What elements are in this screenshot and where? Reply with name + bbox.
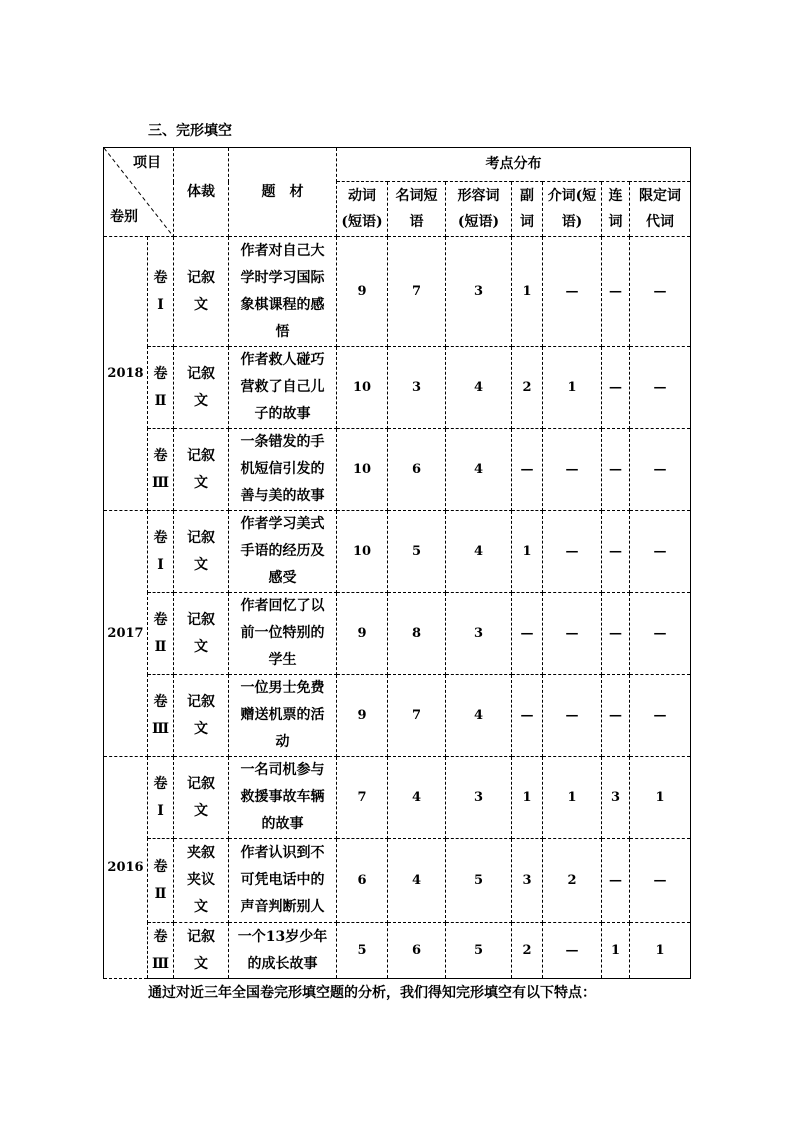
count-cell: 6 <box>337 839 388 923</box>
count-cell: 7 <box>388 675 446 757</box>
header-dist: 考点分布 <box>337 148 691 182</box>
genre-line: 文 <box>194 720 208 737</box>
genre-line: 文 <box>194 474 208 491</box>
volume-cell <box>148 593 174 675</box>
col-header-line: 限定词 <box>639 188 681 205</box>
topic-line: 声音判断别人 <box>240 899 325 915</box>
count-cell: 5 <box>446 923 512 979</box>
topic-line: 感受 <box>268 570 297 586</box>
count-cell: 10 <box>337 429 388 511</box>
count-cell: 7 <box>388 237 446 347</box>
footer-text: 通过对近三年全国卷完形填空题的分析，我们得知完形填空有以下特点： <box>148 985 596 1001</box>
count-cell: 6 <box>388 429 446 511</box>
volume-line: Ⅰ <box>157 296 164 313</box>
count-cell: 2 <box>543 839 602 923</box>
count-cell: 1 <box>543 347 602 429</box>
topic-line: 作者对自己大 <box>240 242 325 259</box>
volume-cell <box>148 675 174 757</box>
section-heading: 三、完形填空 <box>148 123 232 139</box>
topic-line: 前一位特别的 <box>240 625 325 641</box>
count-cell: — <box>543 593 602 675</box>
count-cell: — <box>602 237 630 347</box>
table-row <box>104 593 691 675</box>
count-cell: — <box>630 839 691 923</box>
volume-line: Ⅱ <box>154 885 167 902</box>
genre-line: 文 <box>194 296 208 313</box>
count-cell: 3 <box>446 237 512 347</box>
topic-line: 的成长故事 <box>247 955 318 972</box>
topic-line: 可凭电话中的 <box>240 872 325 888</box>
genre-line: 夹议 <box>187 872 215 888</box>
count-cell: — <box>602 429 630 511</box>
topic-cell <box>229 675 337 757</box>
count-cell: — <box>602 675 630 757</box>
volume-line: 卷 <box>153 611 168 628</box>
volume-line: Ⅲ <box>151 955 170 972</box>
year-cell: 2017 <box>104 511 148 757</box>
count-cell: 5 <box>446 839 512 923</box>
col-header <box>543 182 602 237</box>
col-header-line: 语 <box>409 214 424 231</box>
count-cell: 3 <box>512 839 543 923</box>
count-cell: — <box>630 593 691 675</box>
topic-line: 赠送机票的活 <box>240 707 325 723</box>
genre-line: 记叙 <box>187 269 215 286</box>
topic-cell <box>229 839 337 923</box>
count-cell: — <box>602 593 630 675</box>
col-header <box>630 182 691 237</box>
table-row <box>104 923 691 979</box>
count-cell: — <box>543 923 602 979</box>
count-cell: — <box>630 237 691 347</box>
volume-cell <box>148 237 174 347</box>
volume-cell <box>148 429 174 511</box>
topic-cell <box>229 923 337 979</box>
genre-line: 记叙 <box>187 447 215 464</box>
count-cell: — <box>630 347 691 429</box>
volume-line: 卷 <box>153 775 168 792</box>
header-corner <box>104 148 174 237</box>
volume-line: Ⅰ <box>157 802 164 819</box>
corner-top-label: 项目 <box>133 155 161 171</box>
year-cell: 2018 <box>104 237 148 511</box>
count-cell: 3 <box>446 593 512 675</box>
cloze-analysis-table <box>103 147 690 979</box>
topic-line: 机短信引发的 <box>240 461 325 477</box>
table-row <box>104 511 691 593</box>
genre-line: 文 <box>194 802 208 819</box>
col-header <box>602 182 630 237</box>
count-cell: 9 <box>337 675 388 757</box>
volume-line: 卷 <box>153 529 168 546</box>
col-header-line: 词 <box>608 214 623 231</box>
col-header-line: 名词短 <box>395 188 438 205</box>
count-cell: 1 <box>512 757 543 839</box>
topic-line: 象棋课程的感 <box>240 296 325 313</box>
col-header-line: 副 <box>520 188 534 205</box>
volume-line: 卷 <box>153 269 168 286</box>
genre-line: 记叙 <box>187 365 215 382</box>
count-cell: 1 <box>512 237 543 347</box>
count-cell: 4 <box>388 839 446 923</box>
genre-line: 夹叙 <box>187 845 215 861</box>
count-cell: 10 <box>337 511 388 593</box>
volume-line: 卷 <box>153 928 168 945</box>
genre-cell <box>174 347 229 429</box>
count-cell: 1 <box>512 511 543 593</box>
count-cell: 6 <box>388 923 446 979</box>
year-cell: 2016 <box>104 757 148 979</box>
genre-line: 记叙 <box>187 693 215 710</box>
genre-line: 文 <box>194 955 208 972</box>
genre-cell <box>174 511 229 593</box>
count-cell: — <box>630 429 691 511</box>
topic-cell <box>229 237 337 347</box>
volume-line: 卷 <box>153 365 168 382</box>
col-header-line: 动词 <box>348 188 376 205</box>
topic-line: 作者救人碰巧 <box>240 352 325 368</box>
genre-cell <box>174 675 229 757</box>
genre-line: 记叙 <box>187 928 215 945</box>
topic-line: 救援事故车辆 <box>240 789 325 805</box>
topic-line: 学时学习国际 <box>240 269 325 286</box>
volume-line: Ⅲ <box>151 720 170 737</box>
count-cell: 4 <box>446 511 512 593</box>
count-cell: — <box>602 347 630 429</box>
count-cell: 3 <box>446 757 512 839</box>
count-cell: 5 <box>337 923 388 979</box>
topic-cell <box>229 593 337 675</box>
topic-cell <box>229 347 337 429</box>
table-row <box>104 347 691 429</box>
genre-cell <box>174 923 229 979</box>
topic-line: 一名司机参与 <box>240 762 325 778</box>
count-cell: 1 <box>630 757 691 839</box>
count-cell: — <box>512 675 543 757</box>
table-row <box>104 757 691 839</box>
count-cell: 5 <box>388 511 446 593</box>
genre-line: 文 <box>194 638 208 655</box>
genre-cell <box>174 839 229 923</box>
col-header-line: 代词 <box>646 214 674 231</box>
count-cell: 3 <box>388 347 446 429</box>
col-header-line: 连 <box>608 188 623 205</box>
genre-cell <box>174 429 229 511</box>
topic-line: 作者回忆了以 <box>240 598 325 614</box>
volume-line: Ⅲ <box>151 474 170 491</box>
count-cell: 8 <box>388 593 446 675</box>
col-header-line: (短语) <box>457 214 500 231</box>
count-cell: — <box>602 511 630 593</box>
count-cell: 1 <box>543 757 602 839</box>
topic-line: 的故事 <box>261 816 304 832</box>
col-header <box>446 182 512 237</box>
count-cell: 4 <box>446 675 512 757</box>
count-cell: 9 <box>337 593 388 675</box>
count-cell: — <box>630 675 691 757</box>
volume-line: 卷 <box>153 858 168 875</box>
volume-line: Ⅱ <box>154 638 167 655</box>
volume-line: Ⅱ <box>154 392 167 409</box>
count-cell: 4 <box>446 429 512 511</box>
volume-cell <box>148 839 174 923</box>
count-cell: — <box>543 429 602 511</box>
col-header-line: (短语) <box>341 214 383 231</box>
topic-line: 一位男士免费 <box>240 680 325 696</box>
col-header-line: 介词(短 <box>547 188 597 205</box>
count-cell: 9 <box>337 237 388 347</box>
header-topic: 题 材 <box>229 148 337 237</box>
volume-line: 卷 <box>153 447 168 464</box>
table-row <box>104 839 691 923</box>
corner-bottom-label: 卷别 <box>110 209 138 225</box>
count-cell: 4 <box>388 757 446 839</box>
table-row <box>104 429 691 511</box>
count-cell: — <box>630 511 691 593</box>
volume-line: 卷 <box>153 693 168 710</box>
count-cell: — <box>543 675 602 757</box>
col-header <box>512 182 543 237</box>
count-cell: 3 <box>602 757 630 839</box>
genre-line: 记叙 <box>187 611 215 628</box>
topic-line: 善与美的故事 <box>240 488 325 504</box>
topic-line: 一个13岁少年 <box>237 928 328 945</box>
topic-line: 动 <box>275 734 290 750</box>
col-header-line: 语) <box>561 214 583 231</box>
genre-line: 记叙 <box>187 775 215 792</box>
genre-line: 记叙 <box>187 529 215 546</box>
genre-cell <box>174 757 229 839</box>
count-cell: — <box>512 429 543 511</box>
genre-cell <box>174 237 229 347</box>
count-cell: 2 <box>512 923 543 979</box>
topic-line: 一条错发的手 <box>240 434 325 450</box>
table-row <box>104 675 691 757</box>
volume-cell <box>148 757 174 839</box>
count-cell: — <box>602 839 630 923</box>
volume-cell <box>148 511 174 593</box>
genre-line: 文 <box>194 899 208 915</box>
topic-line: 营救了自己儿 <box>240 379 325 395</box>
count-cell: 1 <box>630 923 691 979</box>
topic-cell <box>229 511 337 593</box>
volume-cell <box>148 923 174 979</box>
topic-line: 子的故事 <box>254 406 311 422</box>
count-cell: — <box>543 237 602 347</box>
topic-line: 作者学习美式 <box>240 516 325 532</box>
col-header-line: 词 <box>520 214 534 231</box>
topic-line: 悟 <box>275 323 290 340</box>
genre-cell <box>174 593 229 675</box>
genre-line: 文 <box>194 556 208 573</box>
col-header-line: 形容词 <box>457 188 500 205</box>
topic-line: 手语的经历及 <box>240 543 325 559</box>
topic-line: 作者认识到不 <box>240 845 325 861</box>
volume-line: Ⅰ <box>157 556 164 573</box>
topic-cell <box>229 757 337 839</box>
table-row <box>104 237 691 347</box>
count-cell: 7 <box>337 757 388 839</box>
topic-cell <box>229 429 337 511</box>
header-genre: 体裁 <box>174 148 229 237</box>
count-cell: 2 <box>512 347 543 429</box>
topic-line: 学生 <box>268 652 297 668</box>
col-header <box>388 182 446 237</box>
volume-cell <box>148 347 174 429</box>
count-cell: — <box>512 593 543 675</box>
col-header <box>337 182 388 237</box>
genre-line: 文 <box>194 392 208 409</box>
count-cell: 10 <box>337 347 388 429</box>
count-cell: 4 <box>446 347 512 429</box>
count-cell: — <box>543 511 602 593</box>
count-cell: 1 <box>602 923 630 979</box>
